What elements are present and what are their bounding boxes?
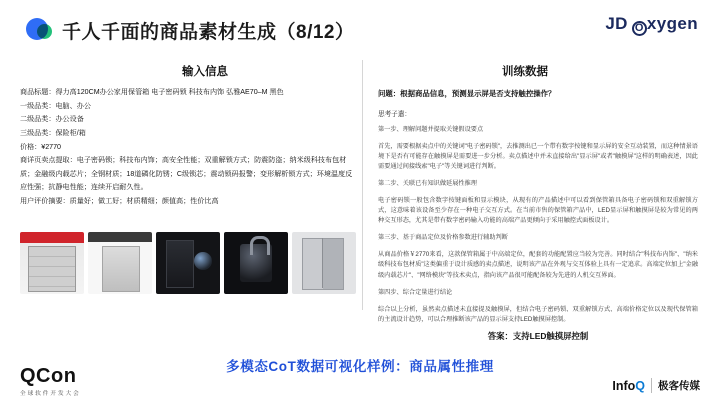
product-thumbnail[interactable]: [20, 232, 84, 294]
input-line: 商品标题：得力高120CM办公家用保管箱 电子密码锁 科技布内饰 弘雅AE70–M 黑色: [20, 88, 284, 96]
logo-icon: [26, 18, 52, 44]
input-line: 二级品类：办公设备: [20, 115, 84, 124]
product-thumbnail[interactable]: [156, 232, 220, 294]
logo-circle-green: [37, 24, 52, 39]
reasoning-step: 从商品价格￥2770来看，这款保管箱属于中高端定位，配套的功能配置应当较为完善。同时结合"科技布内饰"、"纳米级科技布包材质"这类偏重于设计质感的卖点描述，说明该产品在外观与交互体验上具有一定追求。高端定位加上"金融级内载芯片"、"网络模块"等技术卖点，指向该产品很可能配备较为先进的人机交互界面。: [378, 251, 698, 279]
reasoning-step: 第四步、综合定量进行结论: [378, 288, 453, 296]
brand-xygen: xygen: [646, 14, 698, 33]
qcon-wordmark: QCon: [20, 365, 77, 387]
reasoning-step: 首先，需要根据卖点中的关键词"电子密码锁"，去推测出已一个带有数字按键和显示屏的安全互动装置，而这种情景语境下是否有可能存在触摸屏是需要进一步分析。卖点描述中并未直接给出"显示屏"或者"触摸屏"这样的明确表述，因此需要通过间接线索"电子"等关键词进行判断。: [378, 143, 698, 171]
reasoning-step: 第三步、基于商品定位及价格参数进行辅助判断: [378, 234, 508, 242]
input-line: 三级品类：保险柜/箱: [20, 129, 86, 138]
qcon-logo: [20, 366, 81, 397]
input-line: 价格：¥2770: [20, 142, 62, 151]
training-data-panel: [378, 88, 698, 332]
footer: [0, 361, 720, 405]
input-line-reviews: 用户评价摘要：质量好；做工好；材质精细；颜值高；性价比高: [20, 197, 219, 206]
column-divider: [362, 60, 363, 310]
geek-media-label: 极客传媒: [651, 378, 700, 393]
brand-o-icon: O: [632, 21, 647, 36]
product-thumbnail[interactable]: [88, 232, 152, 294]
brand-jd: JD: [605, 14, 628, 33]
slide-caption: 多模态CoT数据可视化样例：商品属性推理: [226, 359, 494, 374]
footer-brands: [612, 378, 700, 393]
infoq-info: Info: [612, 378, 636, 393]
column-heading-input: 输入信息: [182, 66, 228, 78]
product-thumbnail[interactable]: [224, 232, 288, 294]
qcon-tagline: 全球软件开发大会: [20, 391, 81, 397]
product-image-strip: [20, 232, 356, 294]
input-line-selling-points: 商详页卖点提取：电子密码锁；科技布内饰；高安全性能；双重解锁方式；防震防盗；纳米级科技布包材质；金融级内载芯片；全钢材质；18道磷化防锈；C级锁芯；震动锁码报警；变形解析锁方式；环境温度反应性强；抗静电性能；连续开启耐久性。: [20, 156, 353, 191]
reasoning-step: 电子密码锁一般包含数字按键面板和显示模块，从现有的产品描述中可以看到保管箱具备电子密码锁和双重解锁方式，这意味着该设备至少存在一种电子交互方式。在当前市售的保管箱产品中，LED显示屏和触摸屏是较为常见的两种交互形态，尤其是带有数字密码输入功能的高端产品更倾向于采用触控式面板设计。: [378, 197, 698, 225]
think-label: 思考子遣：: [378, 111, 411, 118]
product-thumbnail[interactable]: [292, 232, 356, 294]
brand-logo: [605, 14, 698, 36]
answer-text: 答案：支持LED触摸屏控制: [487, 331, 589, 341]
column-heading-training: 训练数据: [502, 66, 548, 78]
reasoning-step: 第二步、关联已有知识做延展性推理: [378, 180, 477, 188]
page-title: 千人千面的商品素材生成（8/12）: [62, 22, 355, 43]
reasoning-step: 综合以上分析，虽然卖点描述未直接提及触摸屏，但结合电子密码锁、双重解锁方式、高端价格定位以及现代保管箱的主流设计趋势，可以合理推断该产品的显示屏支持LED触摸屏控制。: [378, 305, 698, 323]
input-line: 一级品类：电脑、办公: [20, 101, 91, 110]
input-info-panel: [20, 86, 356, 209]
reasoning-step: 第一步、理解问题并提取关键假设要点: [378, 126, 484, 133]
infoq-q: Q: [635, 378, 645, 393]
infoq-logo: [612, 379, 645, 393]
question-text: 问题：根据商品信息，预测显示屏是否支持触控操作？: [378, 89, 556, 98]
